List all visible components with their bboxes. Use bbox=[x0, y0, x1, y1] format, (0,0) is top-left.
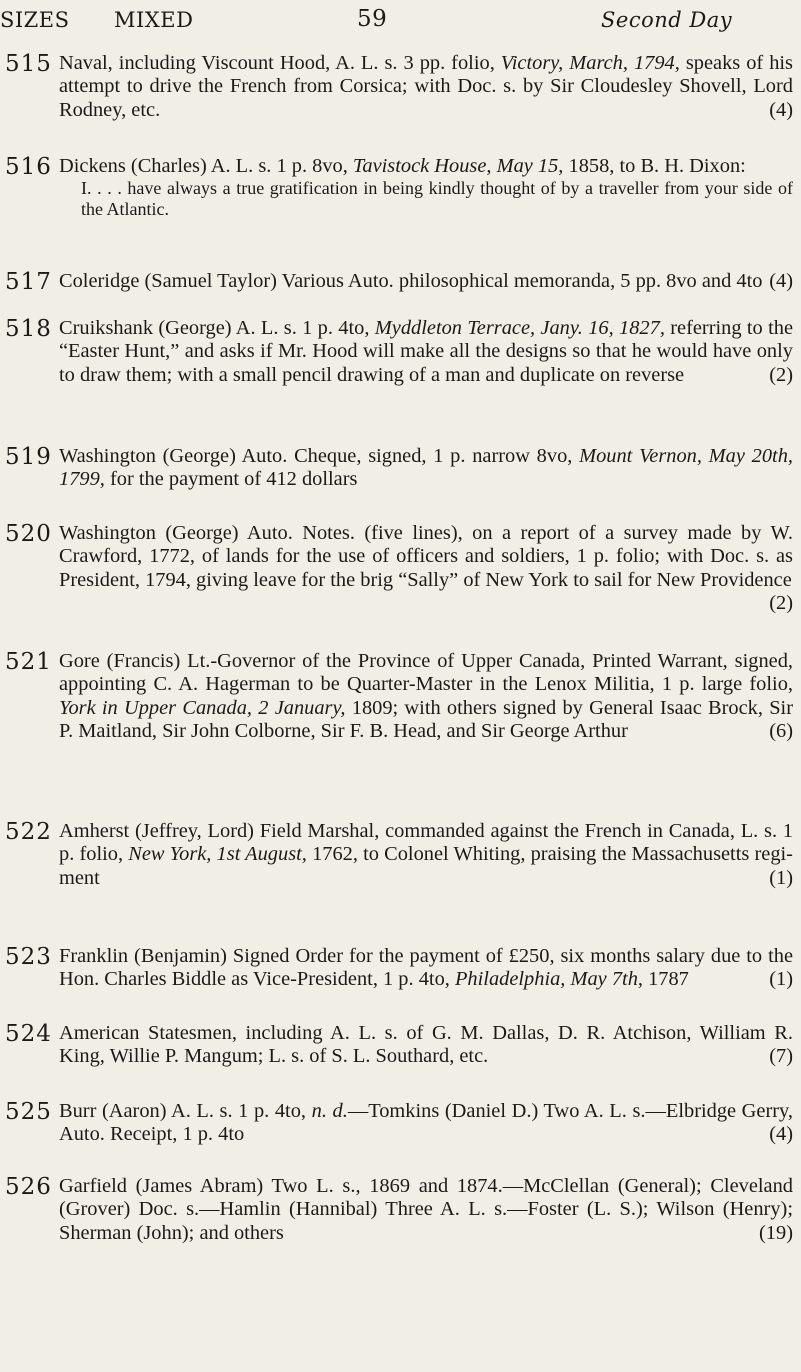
lot-place-date: New York, 1st August, bbox=[128, 843, 307, 866]
lot-number: 526 bbox=[5, 1174, 52, 1200]
lot-description bbox=[59, 52, 793, 122]
lot-number: 522 bbox=[5, 819, 52, 845]
lot-number: 524 bbox=[5, 1021, 52, 1047]
lot-place-date: Victory, March, 1794, bbox=[500, 52, 680, 74]
lot-text: Washington (George) Auto. Cheque, signed, 1 p. narrow 8vo, bbox=[59, 445, 580, 467]
lot-text: Burr (Aaron) A. L. s. 1 p. 4to, bbox=[59, 1100, 312, 1122]
lot-text: Amherst (Jeffrey, Lord) Field Marshal, commanded against the French in Canada, L. s. 1 p. folio, bbox=[59, 820, 793, 866]
lot-text-continued: 1762, to Colonel Whiting, praising the Massachusetts regi-ment bbox=[59, 843, 793, 889]
lot-quotation: I. . . . have always a true gratification in being kindly thought of by a traveller from your side of the Atlantic. bbox=[81, 178, 793, 220]
header-day: Second Day bbox=[601, 8, 733, 32]
lot-description bbox=[59, 820, 793, 890]
lot-text-continued: 1858, to B. H. Dixon: bbox=[563, 155, 746, 177]
lot-text-continued: 1809; with others signed by General Isaac Brock, Sir P. Maitland, Sir John Colborne, Sir F. B. Head, and Sir George Arthur bbox=[59, 696, 793, 742]
lot-count: (1) bbox=[769, 866, 793, 889]
lot-description bbox=[59, 650, 793, 743]
lot-description bbox=[59, 270, 793, 293]
lot-description bbox=[59, 317, 793, 387]
lot-number: 521 bbox=[5, 649, 52, 675]
lot-number: 518 bbox=[5, 316, 52, 342]
lot-text-continued: 1787 bbox=[643, 968, 689, 991]
header-mixed: MIXED bbox=[114, 8, 194, 32]
lot-count: (4) bbox=[769, 270, 793, 292]
lot-count: (1) bbox=[769, 968, 793, 991]
lot-description bbox=[59, 522, 793, 615]
lot-text: Franklin (Benjamin) Signed Order for the payment of £250, six months salary due to the Hon. Charles Biddle as Vice-President, 1 p. 4to, bbox=[59, 945, 793, 991]
lot-place-date: n. d. bbox=[311, 1100, 348, 1122]
lot-text: Coleridge (Samuel Taylor) Various Auto. philosophical memoranda, 5 pp. 8vo and 4to bbox=[59, 270, 763, 292]
lot-count: (4) bbox=[769, 98, 793, 121]
lot-place-date: Philadelphia, May 7th, bbox=[454, 968, 643, 991]
lot-count: (2) bbox=[769, 363, 793, 386]
lot-text: Washington (George) Auto. Notes. (five lines), on a report of a survey made by W. Crawford, 1772, of lands for the use of officers and soldiers, 1 p. folio; with Doc. s. as President, 1794, giving leave for the brig “Sally” of New York to sail for New Providence bbox=[59, 522, 793, 591]
lot-text-continued: —Tomkins (Daniel D.) Two A. L. s.—Elbridge Gerry, Auto. Receipt, 1 p. 4to bbox=[59, 1100, 794, 1146]
lot-number: 523 bbox=[5, 944, 52, 970]
lot-description bbox=[59, 1175, 793, 1245]
page-number: 59 bbox=[357, 6, 388, 32]
lot-description bbox=[59, 1100, 793, 1147]
lot-number: 516 bbox=[5, 154, 52, 180]
lot-count: (4) bbox=[769, 1123, 793, 1146]
lot-place-date: Myddleton Terrace, Jany. 16, 1827, bbox=[374, 317, 665, 339]
lot-count: (6) bbox=[769, 719, 793, 742]
header-sizes: SIZES bbox=[0, 8, 70, 32]
lot-description bbox=[59, 1022, 793, 1069]
lot-count: (19) bbox=[759, 1221, 793, 1244]
lot-text: Cruikshank (George) A. L. s. 1 p. 4to, bbox=[59, 317, 375, 339]
lot-text-continued: for the payment of 412 dollars bbox=[104, 468, 358, 491]
lot-number: 520 bbox=[5, 521, 52, 547]
lot-text: Garfield (James Abram) Two L. s., 1869 and 1874.—McClellan (General); Cleveland (Grover) Doc. s.—Hamlin (Hannibal) Three A. L. s.—Foster (L. S.); Wilson (Henry); Sherman (John); and others bbox=[59, 1175, 793, 1244]
lot-text-continued: speaks of his attempt to drive the French from Corsica; with Doc. s. by Sir Cloudesley Shovell, Lord Rodney, etc. bbox=[59, 52, 793, 121]
lot-number: 515 bbox=[5, 51, 52, 77]
lot-description bbox=[59, 945, 793, 992]
lot-number: 519 bbox=[5, 444, 52, 470]
lot-place-date: Mount Vernon, May 20th, 1799, bbox=[59, 445, 793, 491]
lot-description bbox=[59, 445, 793, 492]
lot-text-continued: referring to the “Easter Hunt,” and asks if Mr. Hood will make all the designs so that he would have only to draw them; with a small pencil drawing of a man and duplicate on reverse bbox=[59, 317, 793, 386]
lot-description bbox=[59, 155, 793, 220]
lot-number: 525 bbox=[5, 1099, 52, 1125]
lot-text: Naval, including Viscount Hood, A. L. s. 3 pp. folio, bbox=[59, 52, 501, 74]
lot-text: Dickens (Charles) A. L. s. 1 p. 8vo, bbox=[59, 155, 353, 177]
lot-text: Gore (Francis) Lt.-Governor of the Province of Upper Canada, Printed Warrant, signed, appointing C. A. Hagerman to be Quarter-Master in the Lenox Militia, 1 p. large folio, bbox=[59, 650, 793, 696]
lot-number: 517 bbox=[5, 269, 52, 295]
lot-place-date: Tavistock House, May 15, bbox=[352, 155, 564, 177]
lot-count: (7) bbox=[769, 1045, 793, 1068]
lot-count: (2) bbox=[769, 591, 793, 614]
lot-place-date: York in Upper Canada, 2 January, bbox=[59, 696, 346, 719]
lot-text: American Statesmen, including A. L. s. of G. M. Dallas, D. R. Atchison, William R. King, Willie P. Mangum; L. s. of S. L. Southard, etc. bbox=[59, 1022, 793, 1068]
running-header bbox=[0, 0, 801, 40]
